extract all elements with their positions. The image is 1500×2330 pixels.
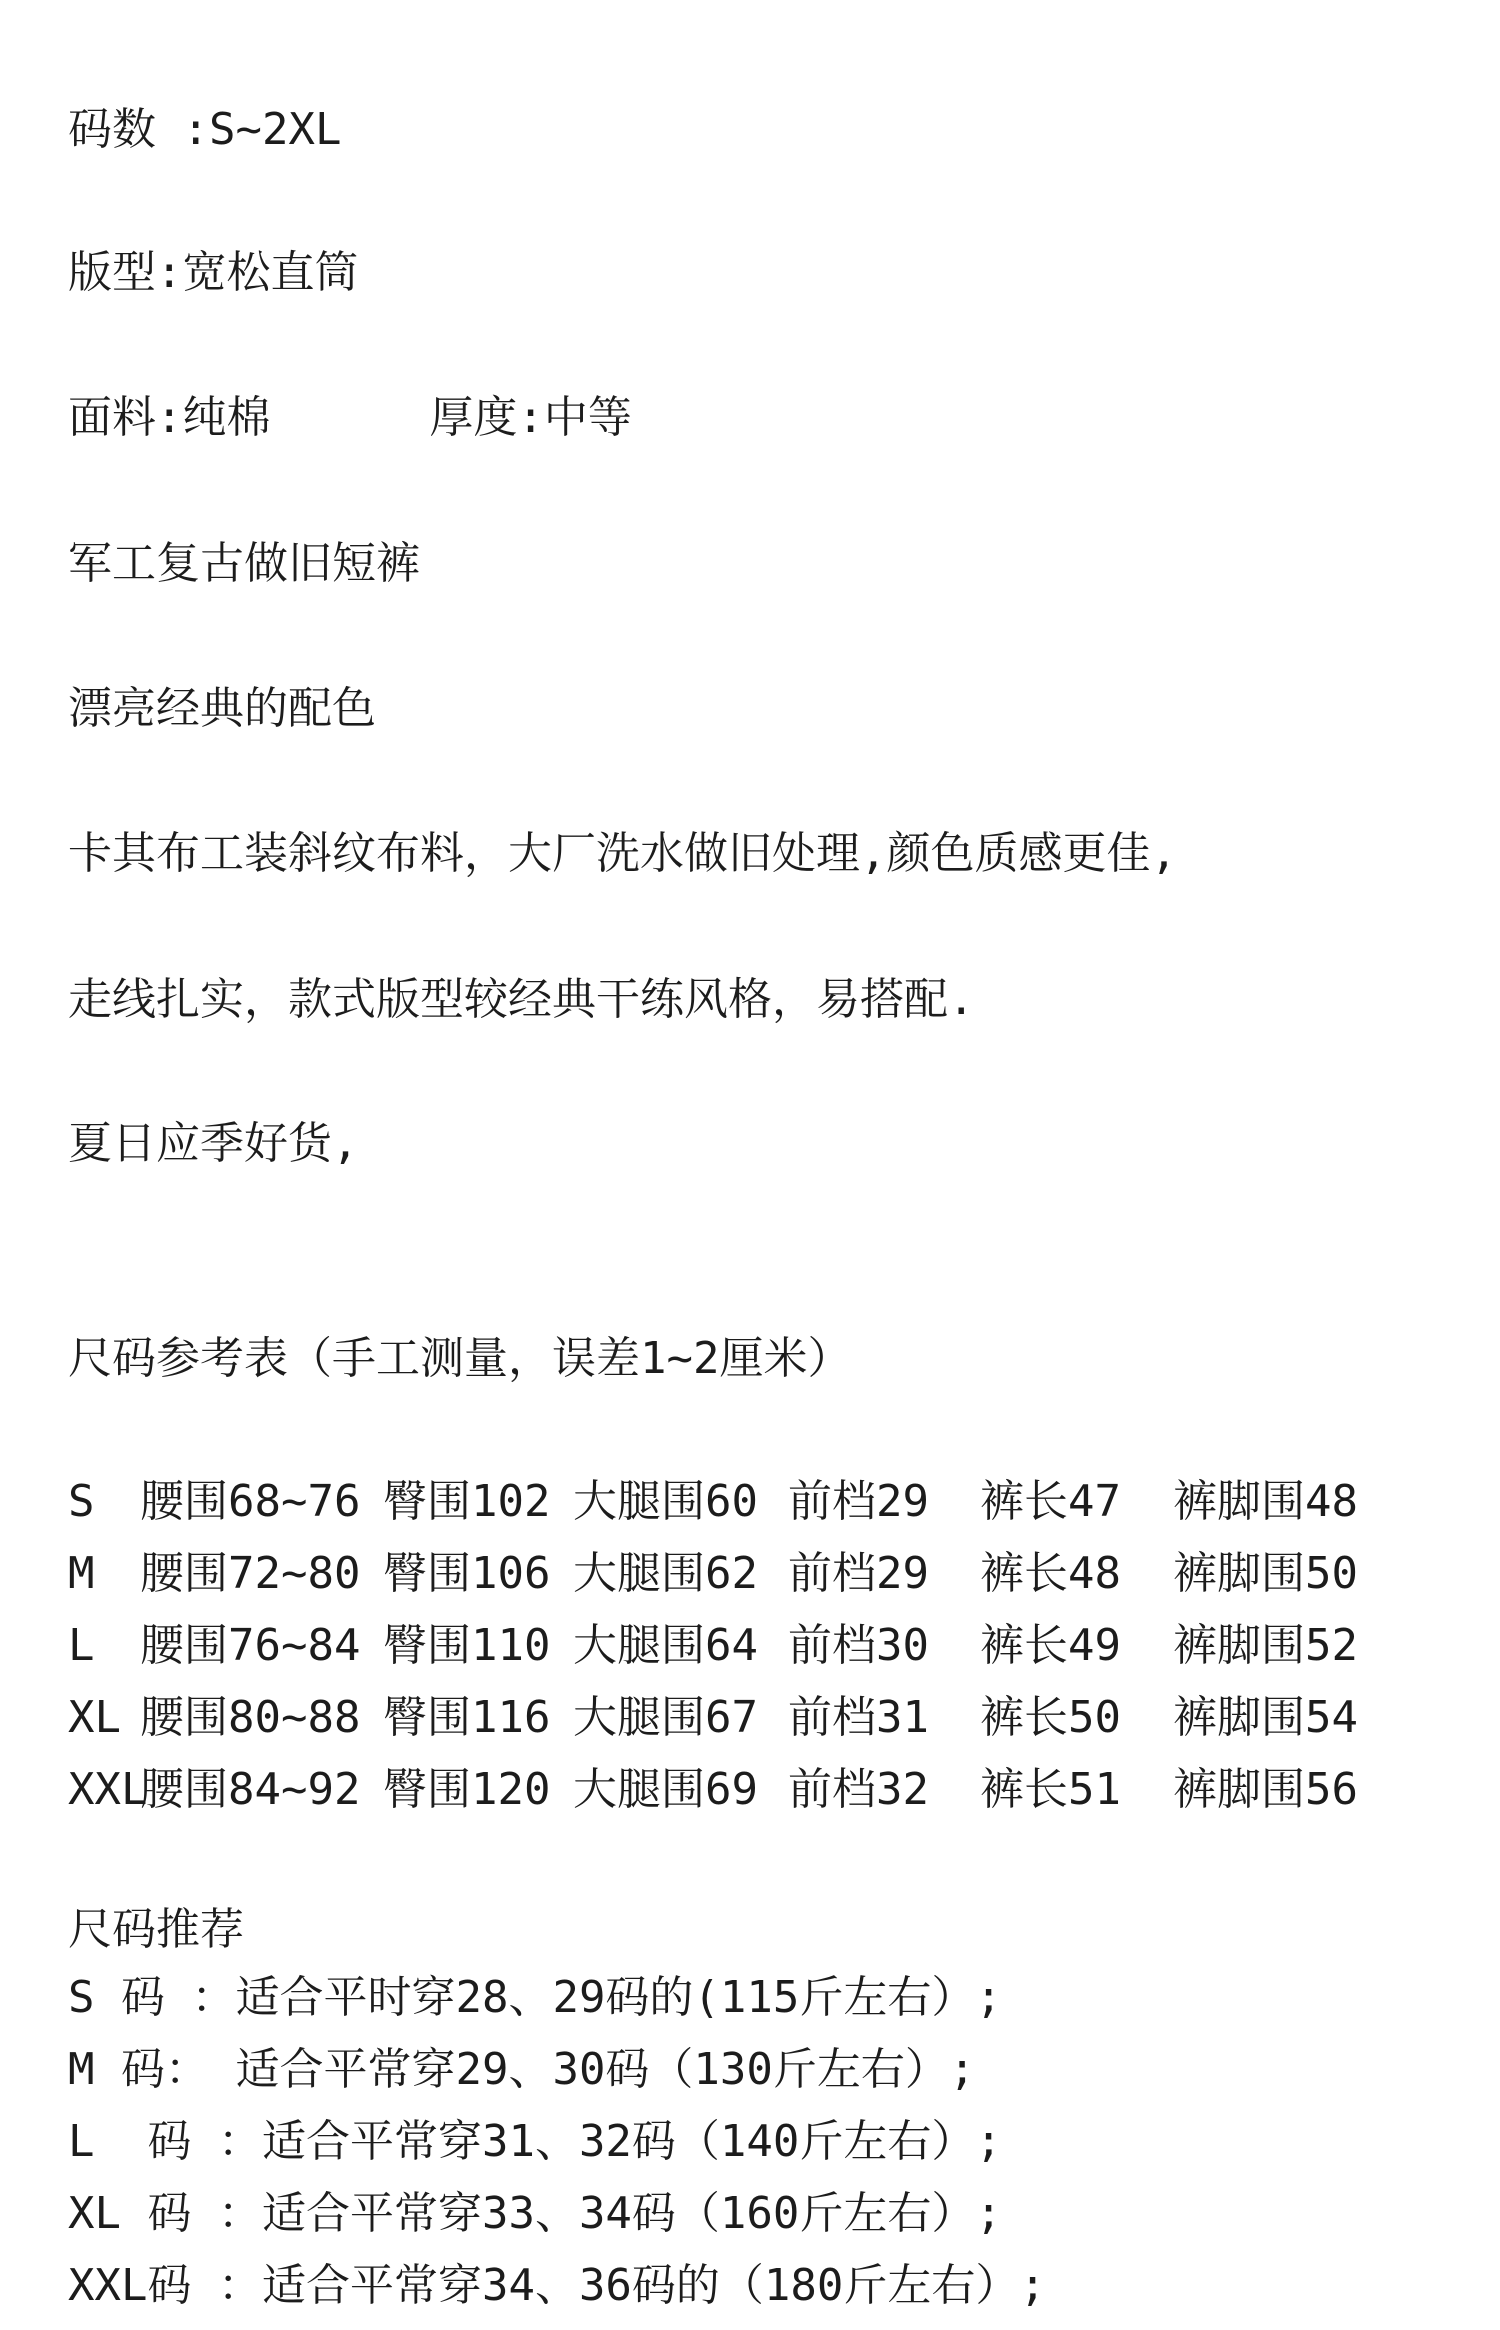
size-recommendation-list [68,1970,1046,2330]
recommendation-item: M 码： 适合平常穿29、30码（130斤左右）; [68,2044,976,2095]
size-row-xl [68,1690,1468,1762]
leg-opening-value: 裤脚围52 [1173,1620,1358,1671]
waist-value: 腰围80~88 [140,1692,361,1743]
size-range-line: 码数 :S~2XL [68,104,342,155]
hip-value: 臀围106 [383,1548,551,1599]
waist-value: 腰围84~92 [140,1764,361,1815]
waist-value: 腰围76~84 [140,1620,361,1671]
size-recommendation-title: 尺码推荐 [68,1904,244,1955]
thigh-value: 大腿围60 [573,1476,758,1527]
size-row-s [68,1474,1468,1546]
material-detail-line: 卡其布工装斜纹布料，大厂洗水做旧处理,颜色质感更佳, [68,828,1177,879]
size-label: S [68,1476,95,1527]
front-rise-value: 前档29 [788,1476,929,1527]
size-label: XXL [68,1764,148,1815]
front-rise-value: 前档32 [788,1764,929,1815]
fit-line: 版型:宽松直筒 [68,247,359,298]
leg-opening-value: 裤脚围50 [1173,1548,1358,1599]
fabric-line: 面料:纯棉 厚度:中等 [68,392,632,443]
thigh-value: 大腿围64 [573,1620,758,1671]
front-rise-value: 前档31 [788,1692,929,1743]
size-row-m [68,1546,1468,1618]
waist-value: 腰围72~80 [140,1548,361,1599]
length-value: 裤长47 [980,1476,1121,1527]
recommendation-item: XXL码 ：适合平常穿34、36码的（180斤左右）; [68,2260,1046,2311]
hip-value: 臀围102 [383,1476,551,1527]
length-value: 裤长48 [980,1548,1121,1599]
hip-value: 臀围116 [383,1692,551,1743]
front-rise-value: 前档29 [788,1548,929,1599]
style-detail-line: 走线扎实，款式版型较经典干练风格，易搭配. [68,974,975,1025]
waist-value: 腰围68~76 [140,1476,361,1527]
hip-value: 臀围120 [383,1764,551,1815]
length-value: 裤长49 [980,1620,1121,1671]
size-label: M [68,1548,95,1599]
leg-opening-value: 裤脚围54 [1173,1692,1358,1743]
recommendation-item: L 码 ：适合平常穿31、32码（140斤左右）; [68,2116,1002,2167]
size-table-title: 尺码参考表（手工测量，误差1~2厘米） [68,1333,852,1384]
leg-opening-value: 裤脚围56 [1173,1764,1358,1815]
recommendation-item: S 码 ：适合平时穿28、29码的(115斤左右）; [68,1972,1002,2023]
length-value: 裤长50 [980,1692,1121,1743]
size-label: XL [68,1692,121,1743]
size-label: L [68,1620,95,1671]
leg-opening-value: 裤脚围48 [1173,1476,1358,1527]
product-name-line: 军工复古做旧短裤 [68,538,420,589]
thigh-value: 大腿围69 [573,1764,758,1815]
recommendation-item: XL 码 ：适合平常穿33、34码（160斤左右）; [68,2188,1002,2239]
size-table [68,1474,1468,1834]
front-rise-value: 前档30 [788,1620,929,1671]
size-row-l [68,1618,1468,1690]
length-value: 裤长51 [980,1764,1121,1815]
thigh-value: 大腿围67 [573,1692,758,1743]
size-row-xxl [68,1762,1468,1834]
color-line: 漂亮经典的配色 [68,683,376,734]
season-line: 夏日应季好货, [68,1118,359,1169]
hip-value: 臀围110 [383,1620,551,1671]
thigh-value: 大腿围62 [573,1548,758,1599]
